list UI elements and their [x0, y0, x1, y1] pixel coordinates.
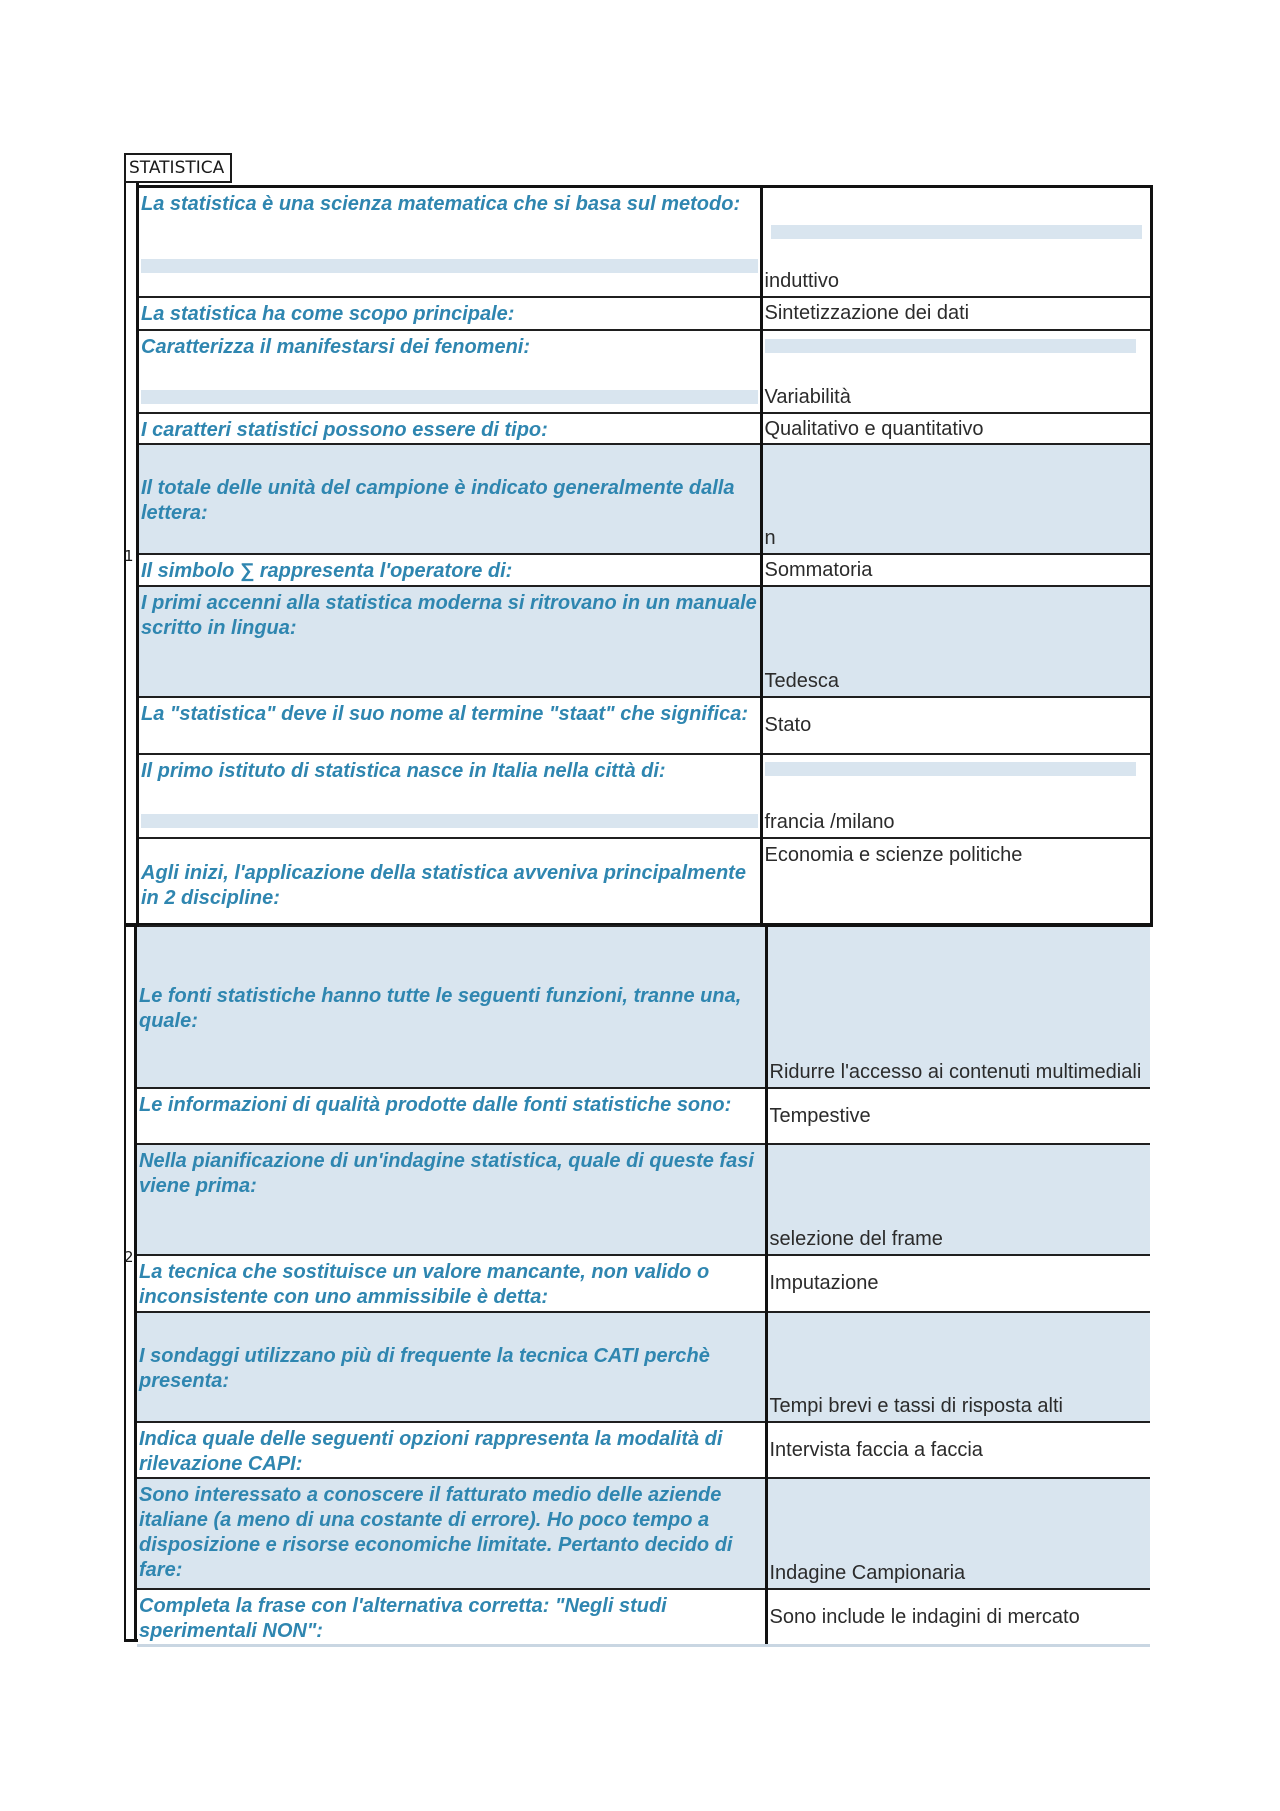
question-cell: Indica quale delle seguenti opzioni rappresenta la modalità di rilevazione CAPI: — [137, 1422, 766, 1478]
section-2-left-rule — [124, 926, 126, 1641]
question-cell: I primi accenni alla statistica moderna si ritrovano in un manuale scritto in lingua: — [139, 586, 761, 697]
section-2-table — [137, 927, 1150, 1647]
question-cell: La statistica è una scienza matematica che si basa sul metodo: — [139, 188, 761, 297]
question-cell: I sondaggi utilizzano più di frequente la tecnica CATI perchè presenta: — [137, 1312, 766, 1422]
question-cell: Nella pianificazione di un'indagine statistica, quale di queste fasi viene prima: — [137, 1144, 766, 1255]
question-cell: La statistica ha come scopo principale: — [139, 297, 761, 330]
answer-cell: Tempestive — [766, 1088, 1150, 1144]
answer-cell: Intervista faccia a faccia — [766, 1422, 1150, 1478]
question-cell: Agli inizi, l'applicazione della statistica avveniva principalmente in 2 discipline: — [139, 838, 761, 926]
question-cell: La tecnica che sostituisce un valore mancante, non valido o inconsistente con uno ammissibile è detta: — [137, 1255, 766, 1312]
answer-cell: Sono include le indagini di mercato — [766, 1589, 1150, 1646]
answer-cell: Sommatoria — [761, 554, 1150, 586]
section-1-number: 1 — [124, 547, 134, 565]
answer-cell: n — [761, 444, 1150, 554]
section-2-number: 2 — [124, 1248, 134, 1266]
answer-cell: Stato — [761, 697, 1150, 754]
answer-cell: francia /milano — [761, 754, 1150, 838]
question-cell: Il totale delle unità del campione è indicato generalmente dalla lettera: — [139, 444, 761, 554]
question-cell: Il simbolo ∑ rappresenta l'operatore di: — [139, 554, 761, 586]
answer-cell: Variabilità — [761, 330, 1150, 413]
answer-cell: induttivo — [761, 188, 1150, 297]
section-1-right-rule — [1150, 185, 1153, 926]
question-cell: Completa la frase con l'alternativa corretta: "Negli studi sperimentali NON": — [137, 1589, 766, 1646]
answer-cell: Indagine Campionaria — [766, 1478, 1150, 1589]
answer-cell: Sintetizzazione dei dati — [761, 297, 1150, 330]
question-cell: Caratterizza il manifestarsi dei fenomeni: — [139, 330, 761, 413]
answer-cell: Imputazione — [766, 1255, 1150, 1312]
question-cell: I caratteri statistici possono essere di tipo: — [139, 413, 761, 444]
answer-cell: Tedesca — [761, 586, 1150, 697]
answer-cell: Qualitativo e quantitativo — [761, 413, 1150, 444]
question-cell: Le informazioni di qualità prodotte dalle fonti statistiche sono: — [137, 1088, 766, 1144]
answer-cell: Tempi brevi e tassi di risposta alti — [766, 1312, 1150, 1422]
section-1-table — [139, 188, 1150, 927]
section-2-bottom-rule — [124, 1639, 138, 1642]
answer-cell: Ridurre l'accesso ai contenuti multimediali — [766, 927, 1150, 1088]
question-cell: La "statistica" deve il suo nome al termine "staat" che significa: — [139, 697, 761, 754]
question-cell: Sono interessato a conoscere il fatturato medio delle aziende italiane (a meno di una costante di errore). Ho poco tempo a disposizione e risorse economiche limitate. Pertanto decido di fare: — [137, 1478, 766, 1589]
question-cell: Il primo istituto di statistica nasce in Italia nella città di: — [139, 754, 761, 838]
document-title: STATISTICA — [124, 153, 232, 183]
answer-cell: selezione del frame — [766, 1144, 1150, 1255]
answer-cell: Economia e scienze politiche — [761, 838, 1150, 926]
question-cell: Le fonti statistiche hanno tutte le seguenti funzioni, tranne una, quale: — [137, 927, 766, 1088]
